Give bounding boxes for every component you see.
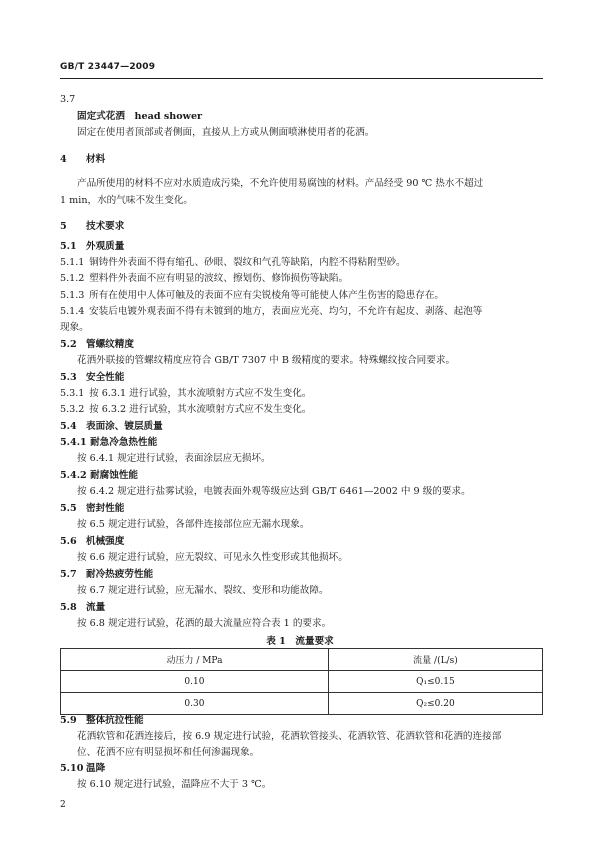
clause-5-10-heading — [60, 763, 105, 775]
clause-5-6-heading — [60, 536, 124, 548]
clause-5-9-number: 5.9 — [60, 715, 77, 726]
clause-5-8-heading — [60, 602, 105, 614]
table-cell-flow: Q₂≤0.20 — [328, 693, 542, 715]
clause-5-1-3 — [60, 290, 444, 302]
clause-5-4-number: 5.4 — [60, 421, 77, 432]
clause-5-3-2-number: 5.3.2 — [60, 404, 85, 415]
clause-5-9-text-line2: 位、花洒不应有明显损坏和任何渗漏现象。 — [77, 747, 260, 758]
table-header-pressure: 动压力 / MPa — [61, 649, 329, 671]
flow-requirements-table — [60, 648, 543, 715]
clause-5-8-text: 按 6.8 规定进行试验，花洒的最大流量应符合表 1 的要求。 — [77, 618, 332, 629]
clause-5-heading — [60, 221, 124, 233]
clause-4-text-line2: 1 min，水的气味不发生变化。 — [60, 195, 194, 206]
clause-5-2-title: 管螺纹精度 — [86, 339, 134, 350]
table-header-row — [61, 649, 543, 671]
clause-5-4-title: 表面涂、镀层质量 — [86, 421, 163, 432]
table-row — [61, 671, 543, 693]
clause-5-6-text: 按 6.6 规定进行试验，应无裂纹、可见永久性变形或其他损坏。 — [77, 552, 348, 563]
clause-5-7-heading — [60, 569, 153, 581]
clause-5-7-text: 按 6.7 规定进行试验，应无漏水、裂纹、变形和功能故障。 — [77, 585, 329, 596]
clause-5-1-1-number: 5.1.1 — [60, 257, 85, 268]
clause-5-4-2-number: 5.4.2 — [60, 470, 87, 481]
clause-5-2-number: 5.2 — [60, 339, 77, 350]
clause-5-7-number: 5.7 — [60, 569, 77, 580]
clause-5-1-4-number: 5.1.4 — [60, 306, 85, 317]
clause-5-1-2-text: 塑料件外表面不应有明显的波纹、擦划伤、修饰损伤等缺陷。 — [89, 273, 349, 284]
clause-5-5-title: 密封性能 — [86, 503, 125, 514]
clause-4-text-line1: 产品所使用的材料不应对水质造成污染，不允许使用易腐蚀的材料。产品经受 90 ℃ 热水不超过 — [77, 178, 484, 189]
clause-5-3-title: 安全性能 — [86, 372, 125, 383]
table-cell-pressure: 0.30 — [61, 693, 329, 715]
clause-5-1-heading — [60, 241, 124, 253]
clause-3-7-number: 3.7 — [60, 94, 76, 105]
clause-5-4-2-text: 按 6.4.2 规定进行盐雾试验，电镀表面外观等级应达到 GB/T 6461—2002 中 9 级的要求。 — [77, 486, 471, 497]
clause-5-4-1-number: 5.4.1 — [60, 437, 87, 448]
clause-5-3-2-text: 按 6.3.2 进行试验，其水流喷射方式应不发生变化。 — [89, 404, 312, 415]
clause-5-4-2-title: 耐腐蚀性能 — [90, 470, 139, 481]
clause-5-1-4-text: 安装后电镀外观表面不得有未镀到的地方，表面应光亮、均匀，不允许有起皮、剥落、起泡等 — [89, 306, 483, 317]
clause-5-2-text: 花洒外联接的管螺纹精度应符合 GB/T 7307 中 B 级精度的要求。特殊螺纹按合同要求。 — [77, 355, 456, 366]
clause-5-1-4-text-cont: 现象。 — [60, 322, 89, 333]
clause-5-1-4 — [60, 306, 482, 318]
clause-5-9-heading — [60, 715, 144, 727]
table-header-flow: 流量 /(L/s) — [328, 649, 542, 671]
clause-5-9-title: 整体抗拉性能 — [86, 715, 144, 726]
clause-5-2-heading — [60, 339, 134, 351]
clause-5-9-text-line1: 花洒软管和花洒连接后，按 6.9 规定进行试验，花洒软管接头、花洒软管、花洒软管和花洒的连接部 — [77, 731, 502, 742]
clause-5-3-2 — [60, 404, 311, 416]
clause-4-heading — [60, 154, 105, 166]
clause-5-10-number: 5.10 — [60, 763, 84, 774]
clause-5-7-title: 耐冷热疲劳性能 — [86, 569, 154, 580]
clause-5-3-number: 5.3 — [60, 372, 77, 383]
clause-5-number: 5 — [60, 221, 67, 232]
clause-5-10-text: 按 6.10 规定进行试验，温降应不大于 3 ℃。 — [77, 779, 272, 790]
clause-5-5-text: 按 6.5 规定进行试验，各部件连接部位应无漏水现象。 — [77, 519, 310, 530]
clause-5-1-1 — [60, 257, 406, 269]
clause-3-7-title: 固定式花洒 head shower — [77, 111, 203, 122]
clause-5-1-1-text: 铜铸件外表面不得有缩孔、砂眼、裂纹和气孔等缺陷，内腔不得粘附型砂。 — [89, 257, 406, 268]
clause-5-4-1-text: 按 6.4.1 规定进行试验，表面涂层应无损坏。 — [77, 453, 271, 464]
standard-code-header: GB/T 23447—2009 — [60, 62, 156, 72]
clause-5-4-1-title: 耐急冷急热性能 — [90, 437, 158, 448]
clause-5-1-3-text: 所有在使用中人体可触及的表面不应有尖锐棱角等可能使人体产生伤害的隐患存在。 — [89, 290, 445, 301]
clause-5-5-number: 5.5 — [60, 503, 77, 514]
clause-5-4-1-heading — [60, 437, 157, 449]
clause-5-4-heading — [60, 421, 163, 433]
table-cell-flow: Q₁≤0.15 — [328, 671, 542, 693]
table-1-caption: 表 1 流量要求 — [266, 636, 334, 647]
clause-5-8-number: 5.8 — [60, 602, 77, 613]
clause-3-7-text: 固定在使用者顶部或者侧面，直接从上方或从侧面喷淋使用者的花洒。 — [77, 127, 375, 138]
table-row — [61, 693, 543, 715]
clause-5-4-2-heading — [60, 470, 138, 482]
clause-5-1-2-number: 5.1.2 — [60, 273, 85, 284]
clause-5-title: 技术要求 — [86, 221, 125, 232]
page-number: 2 — [60, 800, 66, 810]
clause-5-10-title: 温降 — [86, 763, 106, 774]
clause-5-8-title: 流量 — [86, 602, 106, 613]
clause-5-3-1-text: 按 6.3.1 进行试验，其水流喷射方式应不发生变化。 — [89, 388, 312, 399]
clause-4-title: 材料 — [86, 154, 106, 165]
clause-5-1-2 — [60, 273, 348, 285]
clause-5-3-heading — [60, 372, 124, 384]
table-cell-pressure: 0.10 — [61, 671, 329, 693]
clause-5-3-1-number: 5.3.1 — [60, 388, 85, 399]
clause-5-3-1 — [60, 388, 311, 400]
header-rule — [60, 78, 543, 79]
clause-5-1-3-number: 5.1.3 — [60, 290, 85, 301]
clause-5-1-title: 外观质量 — [86, 241, 125, 252]
clause-5-5-heading — [60, 503, 124, 515]
clause-5-6-title: 机械强度 — [86, 536, 125, 547]
clause-5-1-number: 5.1 — [60, 241, 77, 252]
clause-4-number: 4 — [60, 154, 67, 165]
clause-5-6-number: 5.6 — [60, 536, 77, 547]
